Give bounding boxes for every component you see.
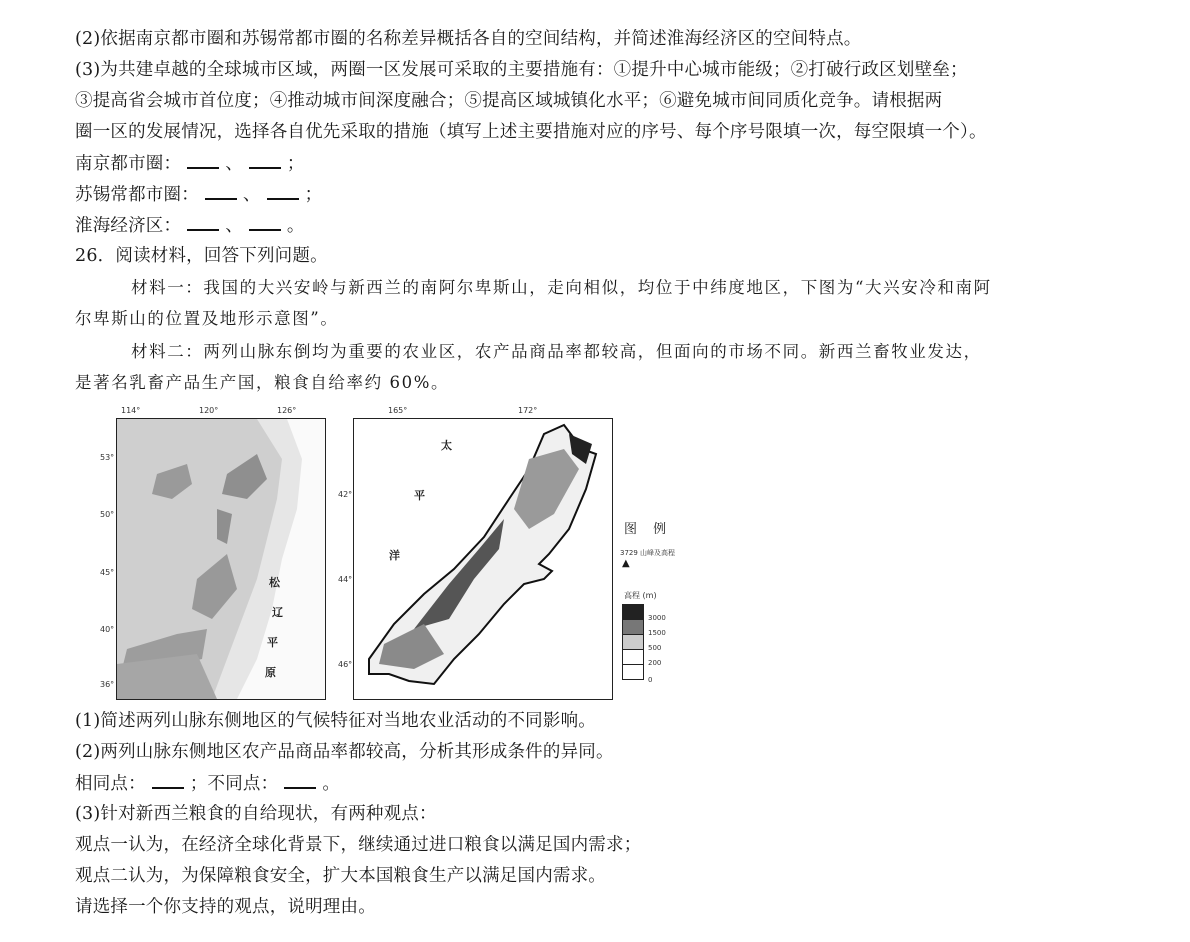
- legend-level: 200: [648, 659, 662, 667]
- answer-blank-diff[interactable]: [284, 771, 316, 789]
- answer-blank-same[interactable]: [152, 771, 184, 789]
- legend-peak-label: 3729 山峰及高程: [620, 549, 676, 557]
- material2-line2: 是著名乳畜产品生产国，粮食自给率约 60%。: [75, 373, 450, 392]
- punct: 。: [286, 216, 305, 236]
- legend-elev-title: 高程 (m): [624, 591, 657, 600]
- diff-label: ；不同点：: [189, 774, 279, 794]
- answer-blank[interactable]: [267, 182, 299, 200]
- material2-line1: 材料二：两列山脉东倒均为重要的农业区，农产品商品率都较高，但面向的市场不同。新西兰畜牧业发达，: [131, 342, 982, 361]
- q26-q3: (3)针对新西兰粮食的自给现状，有两种观点：: [75, 804, 437, 824]
- material1-line2: 尔卑斯山的位置及地形示意图”。: [75, 309, 339, 328]
- map2-tick: 165°: [388, 406, 408, 415]
- map1-tick: 45°: [100, 568, 115, 577]
- punct: ；: [304, 185, 323, 205]
- legend-title: 图 例: [624, 522, 673, 537]
- separator: 、: [225, 154, 243, 174]
- q26-q2: (2)两列山脉东侧地区农产品商品率都较高，分析其形成条件的异同。: [75, 742, 614, 762]
- answer-blank[interactable]: [205, 182, 237, 200]
- map-label: 松: [269, 576, 280, 589]
- map-southern-alps: [353, 418, 613, 700]
- fill-row-nanjing: [75, 151, 305, 176]
- punct: 。: [322, 774, 341, 794]
- map2-tick: 42°: [338, 490, 353, 499]
- q25-part3-line2: ③提高省会城市首位度；④推动城市间深度融合；⑤提高区域城镇化水平；⑥避免城市间同质化竞争。请根据两: [75, 91, 943, 111]
- map1-tick: 126°: [277, 406, 297, 415]
- map1-tick: 53°: [100, 453, 115, 462]
- q25-part2: (2)依据南京都市圈和苏锡常都市圈的名称差异概括各自的空间结构，并简述淮海经济区的空间特点。: [75, 29, 862, 49]
- q25-part3-line3: 圈一区的发展情况，选择各自优先采取的措施（填写上述主要措施对应的序号、每个序号限填一次，每空限填一个）。: [75, 122, 987, 142]
- view-one: 观点一认为，在经济全球化背景下，继续通过进口粮食以满足国内需求；: [75, 835, 642, 855]
- separator: 、: [225, 216, 243, 236]
- map-label: 洋: [389, 549, 400, 562]
- legend-level: 500: [648, 644, 662, 652]
- map2-tick: 44°: [338, 575, 353, 584]
- fill-label: 淮海经济区：: [75, 216, 182, 236]
- same-label: 相同点：: [75, 774, 146, 794]
- map1-tick: 120°: [199, 406, 219, 415]
- legend-swatch-0: [622, 664, 644, 680]
- q3-prompt: 请选择一个你支持的观点，说明理由。: [75, 897, 376, 917]
- map-label: 辽: [272, 606, 283, 619]
- map-label: 平: [414, 489, 425, 502]
- map1-tick: 50°: [100, 510, 115, 519]
- q26-q1: (1)简述两列山脉东侧地区的气候特征对当地农业活动的不同影响。: [75, 711, 596, 731]
- map1-tick: 114°: [121, 406, 141, 415]
- map2-tick: 172°: [518, 406, 538, 415]
- fill-row-suxichang: [75, 182, 322, 207]
- legend-swatch-200: [622, 649, 644, 665]
- map-label: 平: [267, 636, 278, 649]
- peak-triangle-icon: ▲: [622, 558, 630, 569]
- legend-swatch-3000: [622, 604, 644, 620]
- terrain-shading: [117, 419, 325, 699]
- map-label: 原: [265, 666, 276, 679]
- map1-tick: 40°: [100, 625, 115, 634]
- answer-blank[interactable]: [187, 213, 219, 231]
- map-label: 太: [441, 439, 452, 452]
- q26-heading: 26．阅读材料，回答下列问题。: [75, 246, 328, 266]
- q25-part3-line1: (3)为共建卓越的全球城市区域，两圈一区发展可采取的主要措施有：①提升中心城市能级；②打破行政区划壁垒；: [75, 60, 968, 80]
- punct: ；: [286, 154, 305, 174]
- fill-label: 苏锡常都市圈：: [75, 185, 199, 205]
- separator: 、: [242, 185, 261, 205]
- material1-line1: 材料一：我国的大兴安岭与新西兰的南阿尔卑斯山，走向相似，均位于中纬度地区，下图为“大兴安冷和南阿: [131, 278, 992, 297]
- answer-blank[interactable]: [187, 151, 219, 169]
- map2-tick: 46°: [338, 660, 353, 669]
- fill-label: 南京都市圈：: [75, 154, 182, 174]
- answer-blank[interactable]: [249, 151, 281, 169]
- legend-level: 0: [648, 676, 653, 684]
- map1-tick: 36°: [100, 680, 115, 689]
- q26-q2-fill: [75, 771, 340, 796]
- legend-level: 1500: [648, 629, 666, 637]
- view-two: 观点二认为，为保障粮食安全，扩大本国粮食生产以满足国内需求。: [75, 866, 606, 886]
- fill-row-huaihai: [75, 213, 305, 238]
- answer-blank[interactable]: [249, 213, 281, 231]
- legend-swatch-500: [622, 634, 644, 650]
- map-legend: [616, 518, 706, 698]
- legend-level: 3000: [648, 614, 666, 622]
- legend-swatch-1500: [622, 619, 644, 635]
- map-greater-khingan: [116, 418, 326, 700]
